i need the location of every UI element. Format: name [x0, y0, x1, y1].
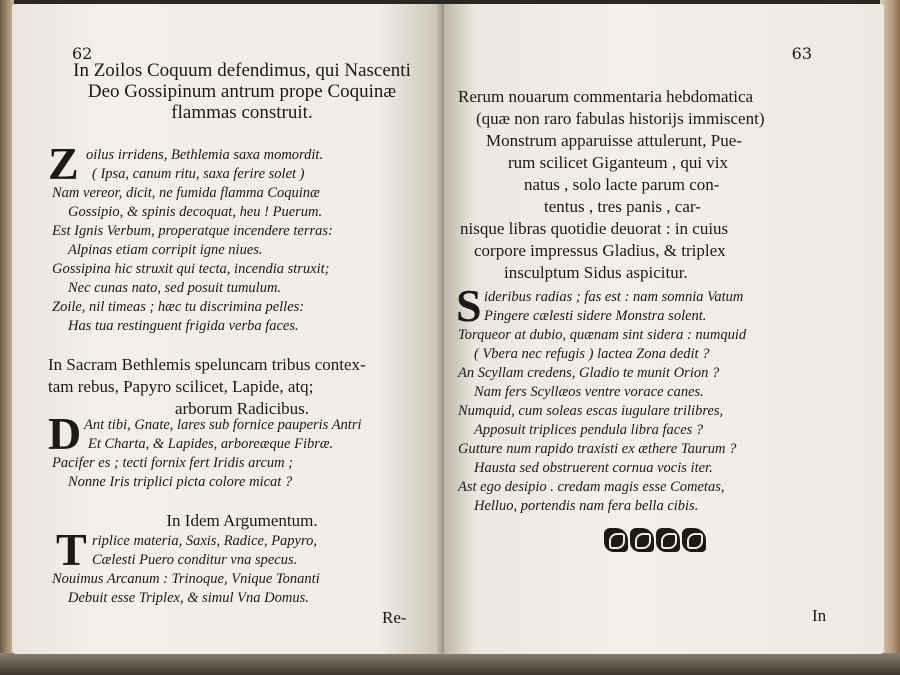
poem-line: Ast ego desipio . credam magis esse Cometas, — [458, 479, 725, 495]
dropcap-z: Z — [48, 138, 79, 189]
poem-line: Gossipina hic struxit qui tecta, incendia struxit; — [52, 261, 330, 277]
poem-line: ( Ipsa, canum ritu, saxa ferire solet ) — [92, 166, 305, 182]
poem-line: oilus irridens, Bethlemia saxa momordit. — [86, 147, 324, 163]
poem-line: Pacifer es ; tecti fornix fert Iridis arcum ; — [52, 455, 294, 471]
dropcap-d: D — [48, 408, 82, 459]
poem-line: Debuit esse Triplex, & simul Vna Domus. — [68, 590, 309, 606]
heading-zoilos-line3: flammas construit. — [171, 102, 313, 123]
poem-line: Pingere cælesti sidere Monstra solent. — [484, 308, 707, 324]
poem-line: Nam vereor, dicit, ne fumida flamma Coquinæ — [52, 185, 320, 201]
prose-line: corpore impressus Gladius, & triplex — [474, 241, 726, 260]
poem-line: Gossipio, & spinis decoquat, heu ! Puerum. — [68, 204, 323, 220]
ornament-piece — [630, 528, 654, 552]
printers-ornament — [604, 528, 706, 552]
page-number-left: 62 — [72, 44, 93, 63]
poem-line: Nouimus Arcanum : Trinoque, Vnique Tonanti — [52, 571, 320, 587]
dropcap-t: T — [56, 524, 87, 575]
poem-line: Alpinas etiam corripit igne niues. — [68, 242, 263, 258]
right-page — [444, 4, 884, 654]
prose-line: tentus , tres panis , car- — [544, 197, 701, 216]
dropcap-s: S — [456, 280, 482, 331]
poem-line: Apposuit triplices pendula libra faces ? — [474, 422, 704, 438]
poem-line: Ant tibi, Gnate, lares sub fornice pauperis Antri — [84, 417, 362, 433]
poem-line: Et Charta, & Lapides, arboreæque Fibræ. — [88, 436, 334, 452]
ornament-piece — [656, 528, 680, 552]
poem-line: Numquid, cum soleas escas iugulare trilibres, — [458, 403, 724, 419]
heading-zoilos-line1: In Zoilos Coquum defendimus, qui Nascenti — [73, 60, 411, 81]
prose-line: insculptum Sidus aspicitur. — [504, 263, 688, 282]
poem-line: Helluo, portendis nam fera bella cibis. — [474, 498, 699, 514]
poem-line: Nonne Iris triplici picta colore micat ? — [68, 474, 293, 490]
poem-line: An Scyllam credens, Gladio te munit Orion ? — [458, 365, 720, 381]
prose-line: natus , solo lacte parum con- — [524, 175, 720, 194]
poem-line: Cælesti Puero conditur vna specus. — [92, 552, 298, 568]
heading-bethlemis-line3: arborum Radicibus. — [174, 399, 310, 418]
prose-line: nisque libras quotidie deuorat : in cuius — [460, 219, 729, 238]
poem-line: Nec cunas nato, sed posuit tumulum. — [68, 280, 282, 296]
heading-bethlemis-line2: tam rebus, Papyro scilicet, Lapide, atq; — [48, 377, 314, 396]
poem-line: Gutture num rapido traxisti ex æthere Taurum ? — [458, 441, 737, 457]
poem-line: Has tua restinguent frigida verba faces. — [68, 318, 299, 334]
heading-zoilos-line2: Deo Gossipinum antrum prope Coquinæ — [87, 81, 397, 102]
ornament-piece — [682, 528, 706, 552]
prose-line: rum scilicet Giganteum , qui vix — [508, 153, 729, 172]
poem-line: riplice materia, Saxis, Radice, Papyro, — [92, 533, 317, 549]
poem-line: Hausta sed obstruerent cornua vocis iter. — [474, 460, 713, 476]
ornament-piece — [604, 528, 628, 552]
poem-line: ideribus radias ; fas est : nam somnia Vatum — [484, 289, 744, 305]
prose-line: Monstrum apparuisse attulerunt, Pue- — [486, 131, 742, 150]
prose-line: Rerum nouarum commentaria hebdomatica — [458, 87, 754, 106]
poem-line: Zoile, nil timeas ; hæc tu discrimina pelles: — [52, 299, 305, 315]
table-surface — [0, 653, 900, 675]
poem-line: Nam fers Scyllæos ventre vorace canes. — [474, 384, 704, 400]
poem-line: ( Vbera nec refugis ) lactea Zona dedit ? — [474, 346, 710, 362]
left-page — [12, 4, 444, 654]
catchword-right: In — [812, 606, 827, 625]
poem-line: Torqueor at dubio, quænam sint sidera : numquid — [458, 327, 747, 343]
poem-line: Est Ignis Verbum, properatque incendere terras: — [52, 223, 333, 239]
prose-line: (quæ non raro fabulas historijs immiscent) — [476, 109, 765, 128]
heading-idem-argumentum: In Idem Argumentum. — [166, 511, 318, 530]
page-number-right: 63 — [791, 44, 812, 63]
catchword-left: Re- — [382, 608, 407, 627]
heading-bethlemis-line1: In Sacram Bethlemis speluncam tribus contex- — [48, 355, 366, 374]
